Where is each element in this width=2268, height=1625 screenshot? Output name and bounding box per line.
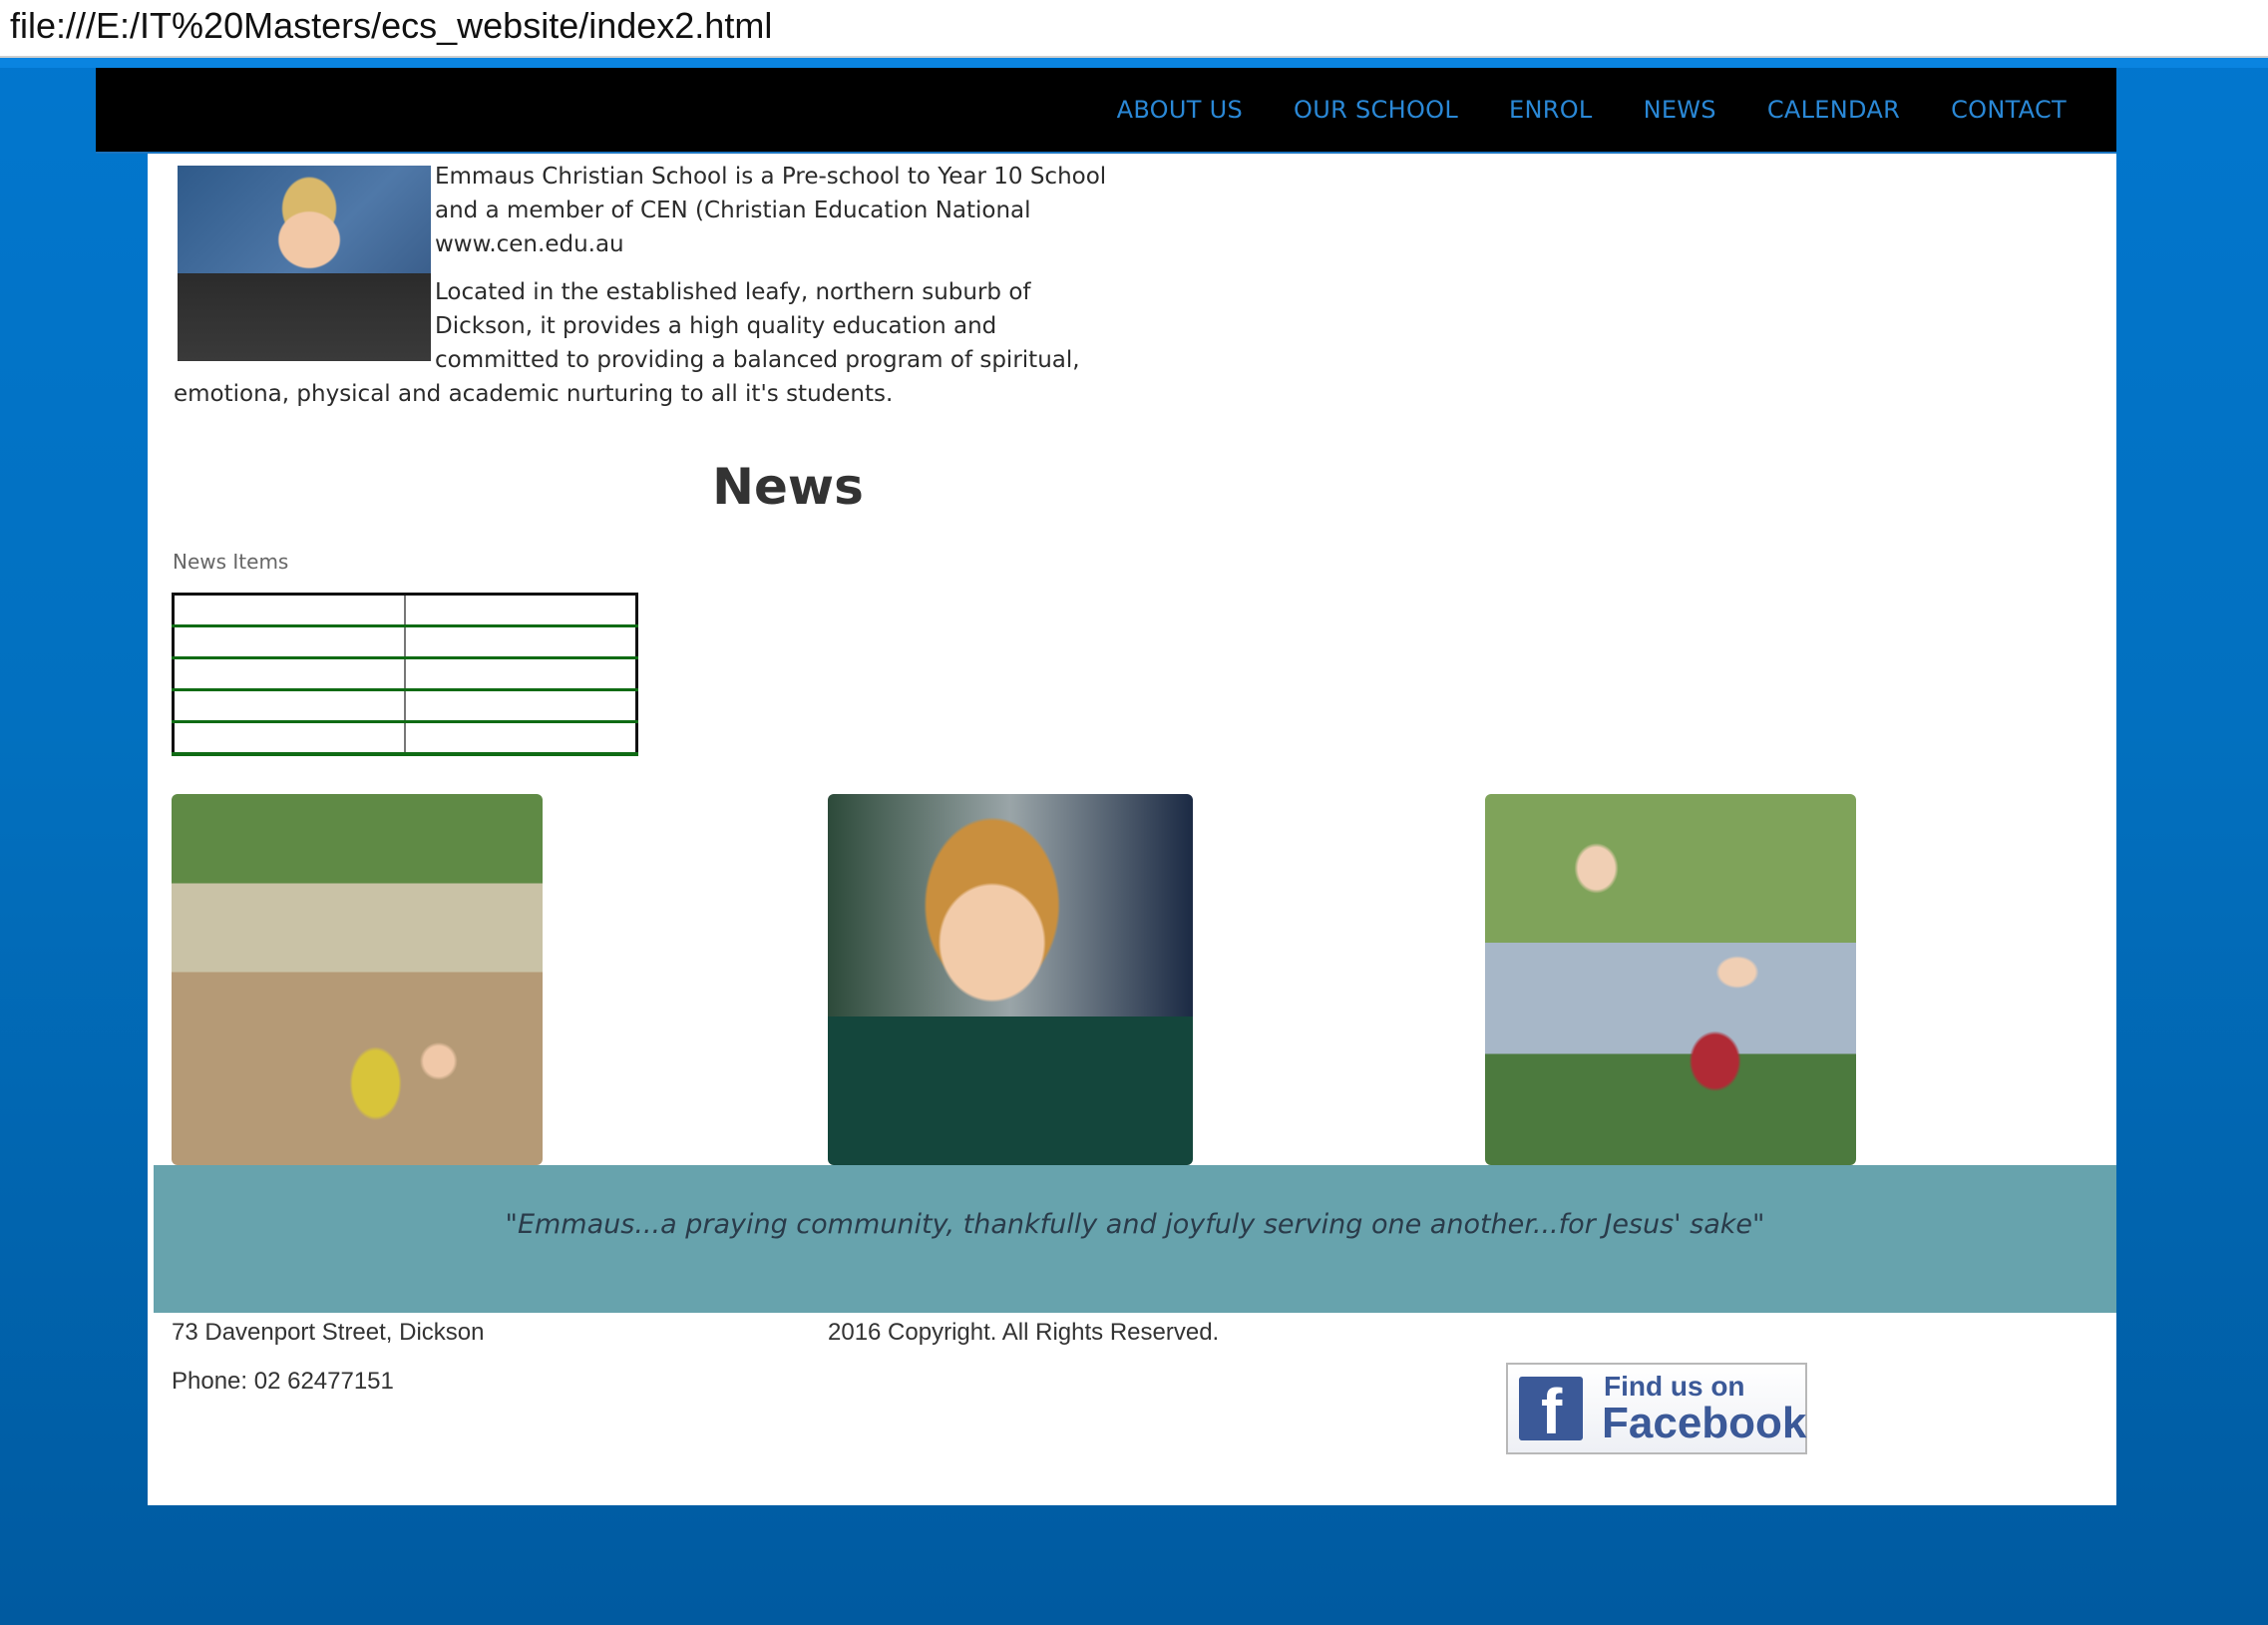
- table-row: [174, 626, 637, 658]
- nav-our-school[interactable]: OUR SCHOOL: [1294, 96, 1458, 124]
- facebook-button[interactable]: [1506, 1363, 1807, 1454]
- table-cell: [405, 626, 637, 658]
- table-cell: [405, 658, 637, 690]
- student-photo: [178, 166, 431, 361]
- footer-contact: [172, 1315, 485, 1413]
- table-cell: [174, 595, 406, 626]
- nav-news[interactable]: NEWS: [1643, 96, 1716, 124]
- table-cell: [405, 595, 637, 626]
- footer-copyright: 2016 Copyright. All Rights Reserved.: [828, 1319, 1220, 1346]
- table-row: [174, 690, 637, 722]
- footer-address: 73 Davenport Street, Dickson: [172, 1319, 485, 1346]
- school-motto: "Emmaus...a praying community, thankfully and joyfuly serving one another...for Jesus' sake": [505, 1209, 1765, 1240]
- gallery-photo-girl: [828, 794, 1193, 1165]
- table-cell: [174, 722, 406, 755]
- intro-paragraph-2: Located in the established leafy, northern suburb of Dickson, it provides a high quality education and committed to providing a balanced program of spiritual, emotiona, physical and academic nurturing to all it's students.: [174, 279, 1080, 407]
- nav-links: [1066, 68, 2067, 152]
- news-table: [172, 593, 638, 756]
- nav-contact[interactable]: CONTACT: [1951, 96, 2067, 124]
- gallery-photo-group: [1485, 794, 1856, 1165]
- page-top-accent: [0, 58, 2268, 68]
- nav-enrol[interactable]: ENROL: [1509, 96, 1593, 124]
- table-row: [174, 722, 637, 755]
- news-heading: News: [712, 458, 864, 516]
- facebook-icon: [1519, 1376, 1583, 1447]
- facebook-label: Facebook: [1602, 1399, 1807, 1447]
- table-cell: [174, 626, 406, 658]
- facebook-find-us-label: Find us on: [1604, 1371, 1745, 1402]
- intro-paragraph-1: Emmaus Christian School is a Pre-school to Year 10 School and a member of CEN (Christian Education National www.cen.edu.au: [435, 164, 1107, 257]
- footer-phone: Phone: 02 62477151: [172, 1368, 394, 1395]
- intro-section: [174, 160, 1116, 425]
- news-items-caption: News Items: [173, 550, 289, 574]
- table-cell: [174, 690, 406, 722]
- address-url[interactable]: file:///E:/IT%20Masters/ecs_website/index2.html: [10, 5, 773, 46]
- main-navbar: [96, 68, 2116, 154]
- table-cell: [405, 690, 637, 722]
- table-row: [174, 595, 637, 626]
- facebook-logo-glyph: f: [1541, 1376, 1563, 1447]
- table-cell: [405, 722, 637, 755]
- nav-about-us[interactable]: ABOUT US: [1116, 96, 1244, 124]
- gallery-photo-swing: [172, 794, 543, 1165]
- table-cell: [174, 658, 406, 690]
- table-row: [174, 658, 637, 690]
- nav-calendar[interactable]: CALENDAR: [1766, 96, 1901, 124]
- motto-band: [154, 1165, 2116, 1313]
- browser-address-bar[interactable]: [0, 0, 2268, 58]
